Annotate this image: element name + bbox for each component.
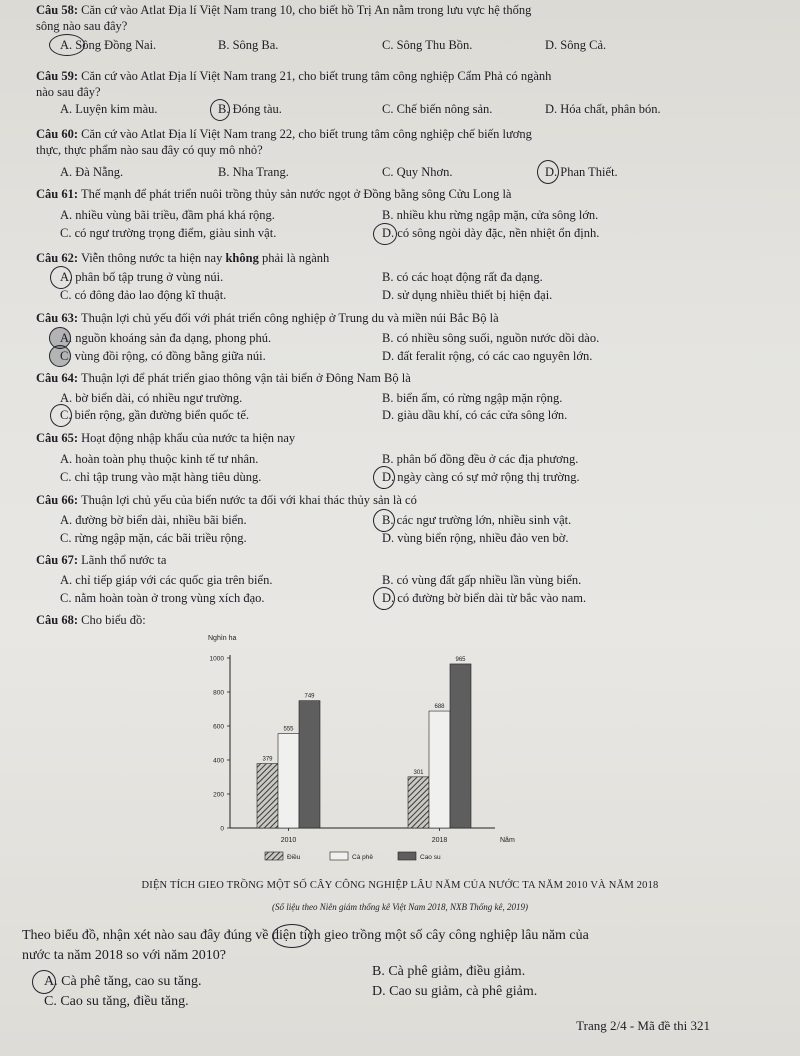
q68-option-a[interactable]: A. Cà phê tăng, cao su tăng. <box>44 974 202 989</box>
q66-option-d[interactable]: D. vùng biển rộng, nhiều đảo ven bờ. <box>382 531 569 545</box>
bar-value-label: 965 <box>455 656 466 663</box>
q64-option-c[interactable]: C. biển rộng, gần đường biển quốc tế. <box>60 408 250 422</box>
q68-option-d[interactable]: D. Cao su giảm, cà phê giảm. <box>372 984 538 999</box>
bar-caphe-2018 <box>429 711 450 828</box>
answer-circle-mark <box>537 160 559 184</box>
q60-option-c[interactable]: C. Quy Nhơn. <box>382 165 453 179</box>
legend <box>265 852 441 861</box>
question-58-text: Căn cứ vào Atlat Địa lí Việt Nam trang 10, cho biết hồ Trị An nằm trong lưu vực hệ thống <box>81 3 532 17</box>
y-tick-label: 600 <box>213 723 224 731</box>
legend-label-caphe: Cà phê <box>352 854 373 861</box>
question-68: Câu 68: Cho biểu đồ: <box>36 613 146 627</box>
question-62: Câu 62: Viễn thông nước ta hiện nay không phải là ngành <box>36 251 330 265</box>
y-tick-label: 0 <box>220 825 224 833</box>
chart-source: (Số liệu theo Niên giám thống kê Việt Nam 2018, NXB Thống kê, 2019) <box>271 902 529 912</box>
q60-option-d[interactable]: D. Phan Thiết. <box>545 165 618 179</box>
q63-option-b[interactable]: B. có nhiều sông suối, nguồn nước dồi dào. <box>382 331 600 345</box>
q66-option-a[interactable]: A. đường bờ biển dài, nhiều bãi biển. <box>60 513 247 527</box>
q64-option-d[interactable]: D. giàu dầu khí, có các cửa sông lớn. <box>382 408 568 422</box>
q65-option-b[interactable]: B. phân bố đồng đều ở các địa phương. <box>382 452 579 466</box>
y-tick-label: 1000 <box>209 655 224 663</box>
answer-circle-mark <box>50 266 72 289</box>
q64-option-a[interactable]: A. bờ biển dài, có nhiều ngư trường. <box>60 391 243 405</box>
q65-option-a[interactable]: A. hoàn toàn phụ thuộc kinh tế tư nhân. <box>60 452 259 466</box>
q59-option-b[interactable]: B. Đóng tàu. <box>218 102 282 116</box>
y-tick-label: 800 <box>213 689 224 697</box>
answer-circle-mark <box>210 99 230 121</box>
q61-option-d[interactable]: D. có sông ngòi dày đặc, nền nhiệt ổn định. <box>382 226 600 240</box>
q61-option-b[interactable]: B. nhiều khu rừng ngập mặn, cửa sông lớn. <box>382 208 599 222</box>
q64-option-b[interactable]: B. biển ấm, có rừng ngập mặn rộng. <box>382 391 563 405</box>
bar-value-label: 379 <box>262 756 273 763</box>
q67-option-c[interactable]: C. nằm hoàn toàn ở trong vùng xích đạo. <box>60 591 265 605</box>
answer-circle-mark <box>49 345 71 367</box>
answer-circle-mark <box>272 924 312 948</box>
q62-option-a[interactable]: A. phân bố tập trung ở vùng núi. <box>60 270 224 284</box>
q68-option-b[interactable]: B. Cà phê giảm, điều giảm. <box>372 964 526 979</box>
bar-value-label: 555 <box>283 726 294 733</box>
legend-swatch-dieu <box>265 852 283 860</box>
q65-option-c[interactable]: C. chỉ tập trung vào mặt hàng tiêu dùng. <box>60 470 262 484</box>
legend-swatch-caphe <box>330 852 348 860</box>
y-tick-label: 200 <box>213 791 224 799</box>
bar-dieu-2018 <box>408 777 429 828</box>
q61-option-c[interactable]: C. có ngư trường trọng điểm, giàu sinh vật. <box>60 226 277 240</box>
q58-option-a[interactable]: A. Sông Đồng Nai. <box>60 38 157 52</box>
x-tick-label: 2010 <box>280 837 297 844</box>
question-60: Câu 60: Căn cứ vào Atlat Địa lí Việt Nam trang 22, cho biết trung tâm công nghiệp chế biến lương <box>36 127 532 141</box>
legend-label-caosu: Cao su <box>420 854 441 861</box>
answer-circle-mark <box>49 34 85 56</box>
question-60-tail: thực, thực phẩm nào sau đây có quy mô nhỏ? <box>36 143 263 157</box>
question-68-stem-2: nước ta năm 2018 so với năm 2010? <box>22 948 226 963</box>
q60-option-a[interactable]: A. Đà Nẵng. <box>60 165 124 179</box>
q58-option-d[interactable]: D. Sông Cả. <box>545 38 607 52</box>
bar-value-label: 301 <box>413 769 424 776</box>
answer-circle-mark <box>373 587 395 610</box>
question-64: Câu 64: Thuận lợi để phát triển giao thông vận tải biển ở Đông Nam Bộ là <box>36 371 411 385</box>
q61-option-a[interactable]: A. nhiều vùng bãi triều, đầm phá khá rộng. <box>60 208 275 222</box>
answer-circle-mark <box>373 466 395 489</box>
question-67: Câu 67: Lãnh thổ nước ta <box>36 553 167 567</box>
question-58-tail: sông nào sau đây? <box>36 19 128 33</box>
q67-option-a[interactable]: A. chỉ tiếp giáp với các quốc gia trên biển. <box>60 573 273 587</box>
chart-caption: DIỆN TÍCH GIEO TRỒNG MỘT SỐ CÂY CÔNG NGHIỆP LÂU NĂM CỦA NƯỚC TA NĂM 2010 VÀ NĂM 2018 <box>141 880 659 891</box>
q62-option-d[interactable]: D. sử dụng nhiều thiết bị hiện đại. <box>382 288 553 302</box>
q63-option-a[interactable]: A. nguồn khoáng sản đa dạng, phong phú. <box>60 331 272 345</box>
bar-caosu-2010 <box>299 701 320 828</box>
question-66: Câu 66: Thuận lợi chủ yếu của biển nước ta đối với khai thác thủy sản là có <box>36 493 417 507</box>
q62-option-c[interactable]: C. có đông đảo lao động kĩ thuật. <box>60 288 227 302</box>
q66-option-b[interactable]: B. các ngư trường lớn, nhiều sinh vật. <box>382 513 572 527</box>
q63-option-c[interactable]: C. vùng đồi rộng, có đồng bằng giữa núi. <box>60 349 266 363</box>
bars <box>257 657 471 844</box>
q59-option-c[interactable]: C. Chế biến nông sản. <box>382 102 493 116</box>
y-axis-label: Nghìn ha <box>208 635 237 642</box>
answer-circle-mark <box>50 404 72 427</box>
bar-value-label: 749 <box>304 693 315 700</box>
bar-caosu-2018 <box>450 664 471 828</box>
legend-swatch-caosu <box>398 852 416 860</box>
question-63: Câu 63: Thuận lợi chủ yếu đối với phát triển công nghiệp ở Trung du và miền núi Bắc Bộ là <box>36 311 499 325</box>
q65-option-d[interactable]: D. ngày càng có sự mở rộng thị trường. <box>382 470 580 484</box>
legend-label-dieu: Điều <box>287 854 301 861</box>
q58-option-b[interactable]: B. Sông Ba. <box>218 38 279 52</box>
bar-caphe-2010 <box>278 734 299 828</box>
question-59-tail: nào sau đây? <box>36 85 101 99</box>
q63-option-d[interactable]: D. đất feralit rộng, có các cao nguyên lớn. <box>382 349 593 363</box>
q58-option-c[interactable]: C. Sông Thu Bồn. <box>382 38 473 52</box>
q67-option-b[interactable]: B. có vùng đất gấp nhiều lần vùng biển. <box>382 573 582 587</box>
q62-option-b[interactable]: B. có các hoạt động rất đa dạng. <box>382 270 543 284</box>
answer-circle-mark <box>32 970 56 994</box>
x-axis-label: Năm <box>500 837 515 844</box>
question-61: Câu 61: Thế mạnh để phát triển nuôi trồng thủy sản nước ngọt ở Đồng bằng sông Cửu Long là <box>36 187 512 201</box>
y-ticks <box>210 656 230 833</box>
q68-option-c[interactable]: C. Cao su tăng, điều tăng. <box>44 994 189 1009</box>
q59-option-d[interactable]: D. Hóa chất, phân bón. <box>545 102 661 116</box>
page-footer: Trang 2/4 - Mã đề thi 321 <box>576 1018 710 1033</box>
q59-option-a[interactable]: A. Luyện kim màu. <box>60 102 158 116</box>
question-68-stem: Theo biểu đồ, nhận xét nào sau đây đúng về diện tích gieo trồng một số cây công nghiệp lâu năm của <box>22 928 589 943</box>
bar-dieu-2010 <box>257 764 278 828</box>
question-58: Câu 58: Căn cứ vào Atlat Địa lí Việt Nam trang 10, cho biết hồ Trị An nằm trong lưu vực hệ thống <box>36 3 532 17</box>
answer-circle-mark <box>373 223 397 245</box>
q67-option-d[interactable]: D. có đường bờ biển dài từ bắc vào nam. <box>382 591 587 605</box>
q66-option-c[interactable]: C. rừng ngập mặn, các bãi triều rộng. <box>60 531 247 545</box>
question-59: Câu 59: Căn cứ vào Atlat Địa lí Việt Nam trang 21, cho biết trung tâm công nghiệp Cẩm Phả có ngành <box>36 69 552 83</box>
x-tick-label: 2018 <box>431 837 448 844</box>
q60-option-b[interactable]: B. Nha Trang. <box>218 165 289 179</box>
bar-value-label: 688 <box>434 704 445 711</box>
answer-circle-mark <box>373 509 395 532</box>
bar-chart <box>190 630 530 870</box>
question-65: Câu 65: Hoạt động nhập khẩu của nước ta hiện nay <box>36 431 296 445</box>
y-tick-label: 400 <box>213 757 224 765</box>
